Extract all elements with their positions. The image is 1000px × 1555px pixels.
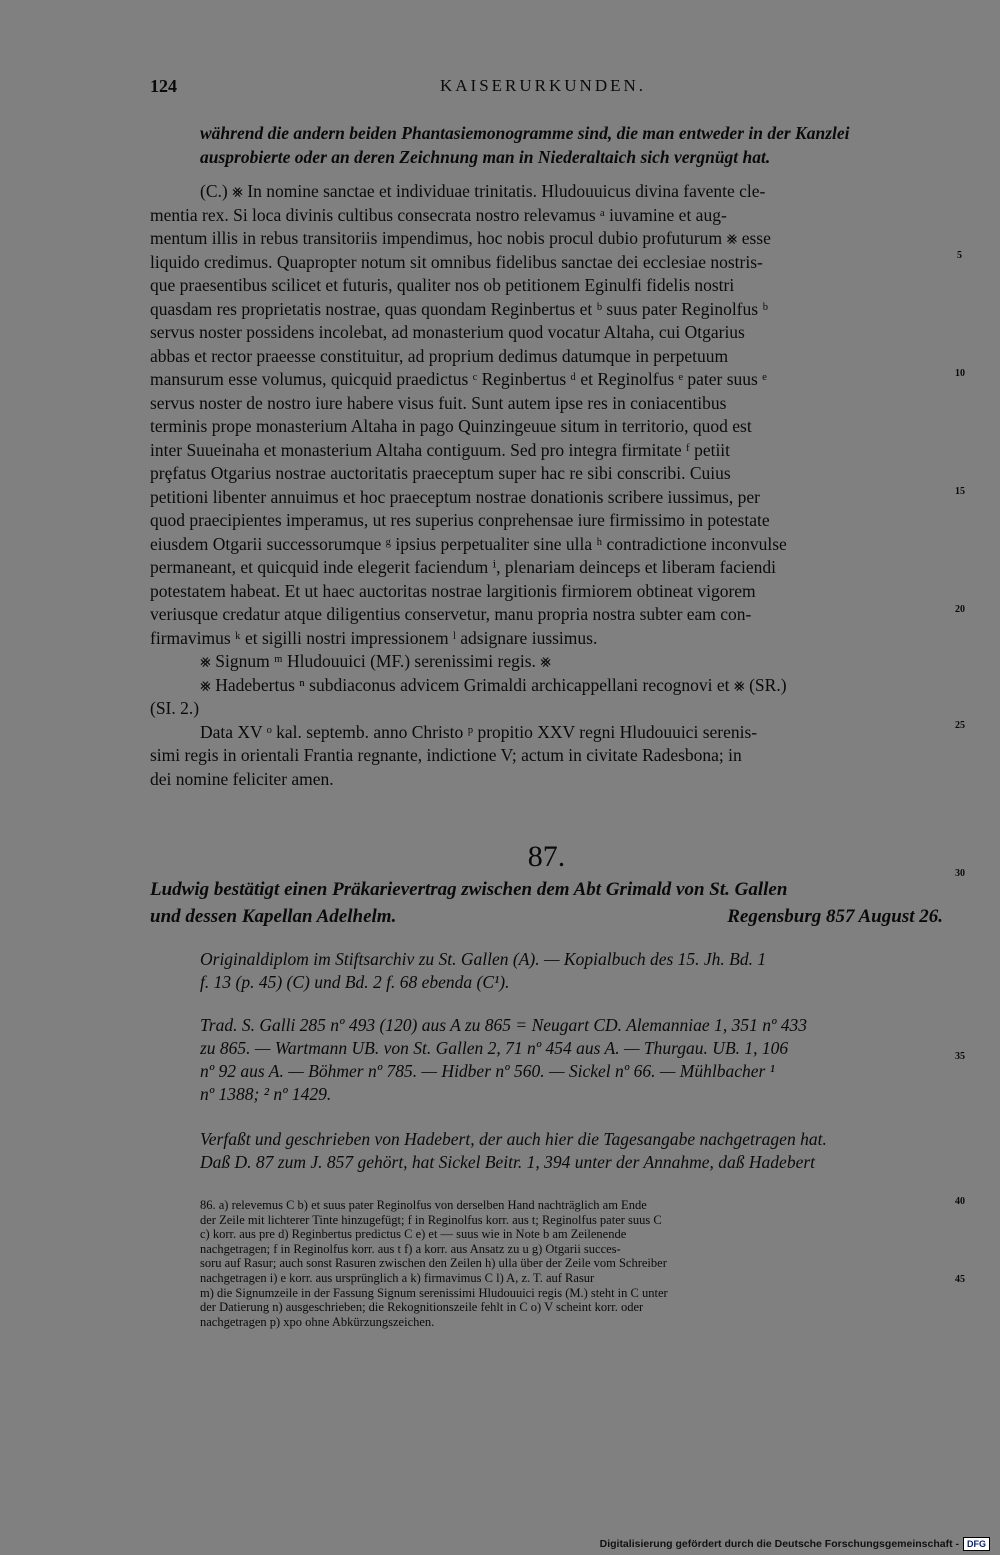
regest-line (150, 903, 943, 930)
body-line: eiusdem Otgarii successorumque ᵍ ipsius perpetualiter sine ulla ʰ contradictione inconvulse (150, 533, 787, 554)
intro-line: ausprobierte oder an deren Zeichnung man in Niederaltaich sich vergnügt hat. (200, 146, 771, 167)
body-line: prȩfatus Otgarius nostrae auctoritatis praeceptum super hac re sibi conscribi. Cuius (150, 463, 731, 483)
line-number: 40 (955, 1196, 965, 1207)
regest-line: Ludwig bestätigt einen Präkarievertrag zwischen dem Abt Grimald von St. Gallen (150, 879, 788, 900)
body-line: petitioni libenter annuimus et hoc praeceptum nostrae donationis scribere iussimus, per (150, 486, 760, 507)
edition-line: Trad. S. Galli 285 nº 493 (120) aus A zu 865 = Neugart CD. Alemanniae 1, 351 nº 433 (200, 1015, 807, 1035)
commentary-line: Verfaßt und geschrieben von Hadebert, der auch hier die Tagesangabe nachgetragen hat. (200, 1129, 827, 1149)
edition-line: nº 92 aus A. — Böhmer nº 785. — Hidber nº 560. — Sickel nº 66. — Mühlbacher ¹ (200, 1061, 775, 1081)
regest-text: und dessen Kapellan Adelhelm. (150, 906, 397, 927)
page-number: 124 (150, 76, 177, 96)
body-line: que praesentibus scilicet et futuris, qualiter nos ob petitionem Eginulfi fidelis nostri (150, 275, 735, 295)
sources-block (200, 948, 945, 994)
body-line: potestatem habeat. Et ut haec auctoritas nostrae largitionis firmiorem obtineat vigorem (150, 580, 756, 601)
commentary-block (200, 1128, 945, 1174)
line-number: 35 (955, 1051, 965, 1062)
body-line: liquido credimus. Quapropter notum sit omnibus fidelibus sanctae dei ecclesiae nostris- (150, 251, 763, 272)
footnote-line: nachgetragen i) e korr. aus ursprünglich a k) firmavimus C l) A, z. T. auf Rasur (200, 1270, 595, 1285)
datum-line: dei nomine feliciter amen. (150, 768, 334, 789)
funding-footer (600, 1537, 990, 1551)
signum-line: ⨳ Signum ᵐ Hludouuici (MF.) serenissimi regis. ⨳ (200, 651, 552, 671)
body-line: (C.) ⨳ In nomine sanctae et individuae trinitatis. Hludouuicus divina favente cle- (200, 181, 766, 201)
footnote-line: soru auf Rasur; auch sonst Rasuren zwischen den Zeilen h) ulla über der Zeile vom Schreiber (200, 1256, 667, 1271)
line-number: 15 (955, 486, 965, 497)
source-line: f. 13 (p. 45) (C) und Bd. 2 f. 68 ebenda (C¹). (200, 972, 510, 992)
body-line: mentia rex. Si loca divinis cultibus consecrata nostro relevamus ᵃ iuvamine et aug- (150, 204, 727, 225)
intro-line: während die andern beiden Phantasiemonogramme sind, die man entweder in der Kanzlei (200, 123, 850, 143)
datum-line: Data XV ᵒ kal. septemb. anno Christo ᵖ propitio XXV regni Hludouuici serenis- (200, 721, 758, 742)
line-number: 45 (955, 1274, 965, 1285)
line-number: 5 (957, 250, 962, 261)
seal-line: (SI. 2.) (150, 698, 200, 718)
body-line: quasdam res proprietatis nostrae, quas quondam Reginbertus et ᵇ suus pater Reginolfus ᵇ (150, 298, 768, 319)
page-header (150, 76, 940, 100)
line-number: 25 (955, 720, 965, 731)
datum-line: simi regis in orientali Frantia regnante, indictione V; actum in civitate Radesbona; in (150, 745, 742, 765)
edition-line: zu 865. — Wartmann UB. von St. Gallen 2, 71 nº 454 aus A. — Thurgau. UB. 1, 106 (200, 1038, 789, 1058)
edition-line: nº 1388; ² nº 1429. (200, 1084, 332, 1104)
body-line: servus noster possidens incolebat, ad monasterium quod vocatur Altaha, cui Otgarius (150, 322, 745, 342)
line-number: 20 (955, 604, 965, 615)
footnote-line: der Datierung n) ausgeschrieben; die Rekognitionszeile fehlt in C o) V scheint korr. oder (200, 1300, 644, 1315)
footnote-line: der Zeile mit lichterer Tinte hinzugefügt; f in Reginolfus korr. aus t; Reginolfus pater suus C (200, 1212, 662, 1227)
body-line: servus noster de nostro iure habere visus fuit. Sunt autem ipse res in coniacentibus (150, 392, 727, 413)
footnote-line: nachgetragen p) xpo ohne Abkürzungszeichen. (200, 1314, 435, 1329)
footnotes (200, 1198, 945, 1329)
body-line: mentum illis in rebus transitoriis impendimus, hoc nobis procul dubio profuturum ⨳ esse (150, 228, 771, 248)
body-line: mansurum esse volumus, quicquid praedictus ᶜ Reginbertus ᵈ et Reginolfus ᵉ pater suus ᵉ (150, 369, 767, 389)
commentary-line: Daß D. 87 zum J. 857 gehört, hat Sickel Beitr. 1, 394 unter der Annahme, daß Hadebert (200, 1152, 816, 1172)
regest-place-date: Regensburg 857 August 26. (727, 906, 943, 927)
body-line: firmavimus ᵏ et sigilli nostri impressionem ˡ adsignare iussimus. (150, 627, 598, 648)
regest (150, 876, 943, 930)
running-head: KAISERURKUNDEN. (440, 76, 647, 95)
line-number: 30 (955, 868, 965, 879)
dfg-logo: DFG (963, 1537, 990, 1551)
line-number: 10 (955, 368, 965, 379)
body-line: abbas et rector praeesse constituitur, ad proprium dedimus datumque in perpetuum (150, 345, 729, 366)
body-line: permaneant, et quicquid inde elegerit faciendum ⁱ, plenariam deinceps et liberam faciendi (150, 557, 776, 577)
funding-text: Digitalisierung gefördert durch die Deutsche Forschungsgemeinschaft - (599, 1538, 959, 1550)
editions-block (200, 1014, 945, 1106)
document-number: 87. (527, 840, 566, 873)
source-line: Originaldiplom im Stiftsarchiv zu St. Gallen (A). — Kopialbuch des 15. Jh. Bd. 1 (200, 949, 767, 969)
footnote-line: m) die Signumzeile in der Fassung Signum serenissimi Hludouuici regis (M.) steht in C unter (200, 1285, 668, 1300)
body-line: inter Suueinaha et monasterium Altaha contiguum. Sed pro integra firmitate ᶠ petiit (150, 439, 731, 460)
body-line: quod praecipientes imperamus, ut res superius conprehensae iure firmissimo in potestate (150, 510, 770, 530)
body-line: terminis prope monasterium Altaha in pago Quinzingeuue situm in territorio, quod est (150, 416, 752, 436)
intro-note (200, 120, 940, 167)
charter-text (150, 180, 943, 791)
body-line: veriusque credatur atque diligentius conservetur, manu propria nostra subter eam con- (150, 604, 752, 624)
footnote-line: nachgetragen; f in Reginolfus korr. aus t f) a korr. aus Ansatz zu u g) Otgarii succes- (200, 1241, 621, 1256)
recognition-line: ⨳ Hadebertus ⁿ subdiaconus advicem Grimaldi archicappellani recognovi et ⨳ (SR.) (200, 674, 787, 695)
footnote-line: 86. a) relevemus C b) et suus pater Reginolfus von derselben Hand nachträglich am Ende (200, 1198, 647, 1212)
footnote-line: c) korr. aus pre d) Reginbertus predictus C e) et — suus wie in Note b am Zeilenende (200, 1227, 627, 1242)
